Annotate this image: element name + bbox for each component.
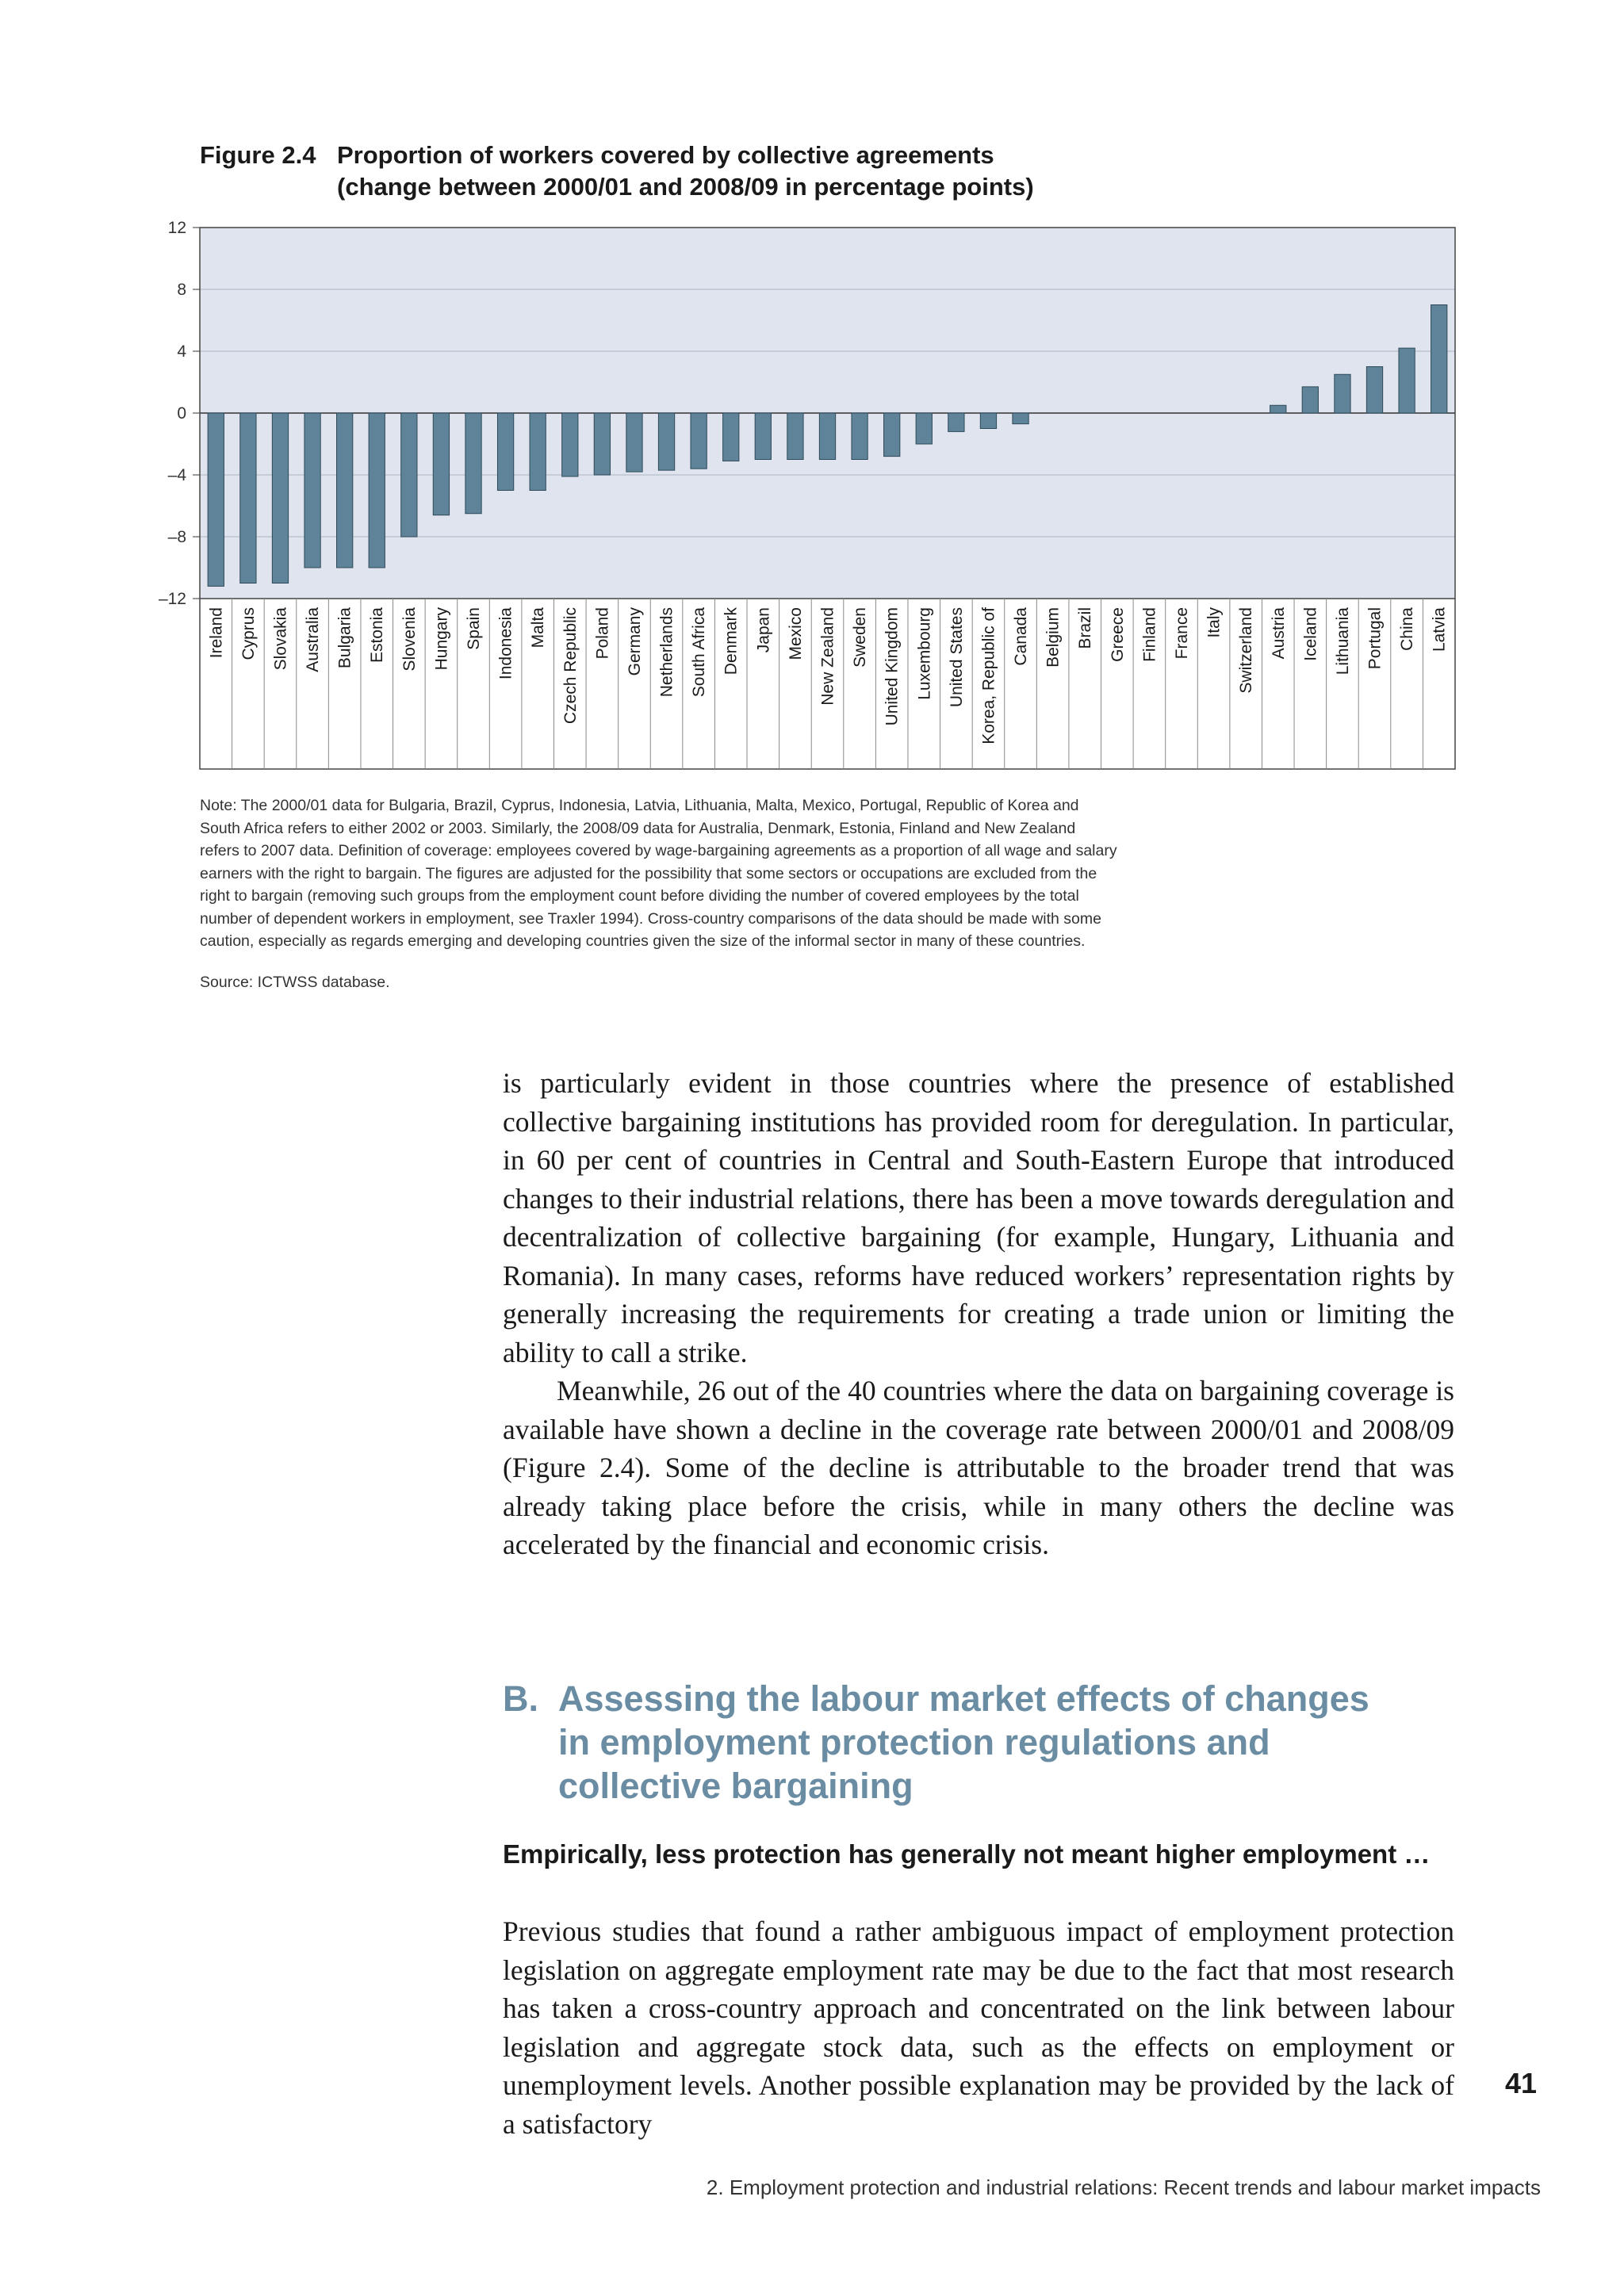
y-tick-label: 0 xyxy=(177,404,186,423)
bar xyxy=(852,413,868,460)
bar-chart xyxy=(0,0,1624,793)
paragraph-text: Meanwhile, 26 out of the 40 countries where the data on bargaining coverage is available have shown a decline in the coverage rate between 2000/01 and 2008/09 (Figure 2.4). Some of the decline is attributable to the broader trend that was already taking place before the crisis, while in many others the decline was accelerated by the financial and economic crisis. xyxy=(503,1375,1454,1560)
y-tick-label: –12 xyxy=(158,590,186,608)
note-line: caution, especially as regards emerging and developing countries given the size of the informal sector in many of these countries. xyxy=(200,932,1086,950)
x-category-label: Hungary xyxy=(432,607,451,671)
note-line: number of dependent workers in employment, see Traxler 1994). Cross-country comparisons of the data should be made with some xyxy=(200,909,1101,928)
x-category-label: Ireland xyxy=(207,607,226,659)
bar xyxy=(497,413,513,491)
bar xyxy=(594,413,610,475)
bar xyxy=(691,413,707,469)
bar xyxy=(530,413,546,491)
x-category-label: Cyprus xyxy=(239,607,258,660)
section-heading xyxy=(503,1677,1375,1808)
bar xyxy=(304,413,320,568)
y-tick-label: 8 xyxy=(177,281,186,299)
x-category-label: Poland xyxy=(593,607,612,660)
bar xyxy=(240,413,256,584)
subheading: Empirically, less protection has generally not meant higher employment … xyxy=(503,1839,1431,1869)
bar xyxy=(819,413,835,460)
section-letter: B. xyxy=(503,1678,538,1719)
x-category-label: Japan xyxy=(754,607,773,653)
bar xyxy=(787,413,803,460)
bar xyxy=(272,413,288,584)
x-category-label: Luxembourg xyxy=(915,607,934,700)
page-number: 41 xyxy=(1505,2067,1538,2099)
x-category-label: Netherlands xyxy=(657,607,676,698)
note-line: right to bargain (removing such groups from the employment count before dividing the number of covered employees by the total xyxy=(200,887,1079,905)
x-category-label: Latvia xyxy=(1430,607,1449,652)
bar xyxy=(916,413,932,444)
figure-title-line1: Proportion of workers covered by collective agreements xyxy=(337,141,994,169)
bar xyxy=(626,413,642,472)
figure-note xyxy=(200,794,1294,953)
x-category-label: United States xyxy=(947,607,966,708)
x-category-label: Lithuania xyxy=(1333,607,1352,675)
section-heading-line2: in employment protection regulations and xyxy=(558,1722,1270,1762)
bar xyxy=(337,413,353,568)
bar xyxy=(755,413,771,460)
paragraph-text: is particularly evident in those countries where the presence of established collective bargaining institutions has provided room for deregulation. In particular, in 60 per cent of countries in Central and South-Eastern Europe that introduced changes to their industrial relations, there has been a move towards deregulation and decentralization of collective bargaining (for example, Hungary, Lithuania and Romania). In many cases, reforms have reduced workers’ representation rights by generally increasing the requirements for creating a trade union or limiting the ability to call a strike. xyxy=(503,1067,1454,1368)
x-category-label: Canada xyxy=(1012,607,1031,666)
bar xyxy=(208,413,224,586)
y-tick-label: –8 xyxy=(167,528,186,546)
y-tick-label: –4 xyxy=(167,466,186,484)
x-category-label: Australia xyxy=(304,607,323,672)
x-category-label: Greece xyxy=(1108,607,1127,662)
bar xyxy=(1335,374,1350,413)
bar xyxy=(1013,413,1028,424)
bar xyxy=(562,413,578,476)
body-paragraph-3 xyxy=(503,1912,1454,2143)
x-category-label: United Kingdom xyxy=(883,607,902,726)
x-category-label: China xyxy=(1398,607,1417,651)
bar xyxy=(465,413,481,514)
x-category-label: Estonia xyxy=(368,607,387,664)
bar xyxy=(1366,367,1382,414)
x-category-label: Indonesia xyxy=(496,607,515,680)
y-tick-label: 4 xyxy=(177,342,186,361)
body-paragraph-1 xyxy=(503,1064,1454,1372)
x-category-label: Germany xyxy=(625,607,644,676)
paragraph-text: Previous studies that found a rather ambiguous impact of employment protection legislation on aggregate employment rate may be due to the fact that most research has taken a cross-country approach and concentrated on the link between labour legislation and aggregate stock data, such as the effects on employment or unemployment levels. Another possible explanation may be provided by the lack of a satisfactory xyxy=(503,1915,1454,2140)
x-category-label: Italy xyxy=(1205,607,1224,638)
note-line: refers to 2007 data. Definition of coverage: employees covered by wage-bargaining agreements as a proportion of all wage and salary xyxy=(200,842,1117,859)
x-category-label: Switzerland xyxy=(1237,607,1256,694)
section-heading-line1: Assessing the labour market effects of changes xyxy=(558,1678,1369,1719)
note-line: earners with the right to bargain. The figures are adjusted for the possibility that some sectors or occupations are excluded from the xyxy=(200,864,1097,882)
x-category-label: Austria xyxy=(1269,607,1288,660)
x-category-label: Iceland xyxy=(1301,607,1320,661)
x-category-label: Finland xyxy=(1140,607,1159,662)
x-category-label: Spain xyxy=(465,607,484,650)
bar xyxy=(658,413,674,470)
x-category-label: Brazil xyxy=(1076,607,1095,649)
x-category-label: South Africa xyxy=(690,607,709,698)
x-category-label: Malta xyxy=(529,607,548,649)
bar xyxy=(1399,348,1415,413)
bar xyxy=(1270,405,1286,413)
bar xyxy=(433,413,449,515)
figure-source: Source: ICTWSS database. xyxy=(200,974,390,991)
note-line: South Africa refers to either 2002 or 2003. Similarly, the 2008/09 data for Australia, Denmark, Estonia, Finland and New Zealand xyxy=(200,819,1076,837)
bar xyxy=(1431,305,1447,414)
x-category-label: Slovenia xyxy=(400,607,419,672)
section-heading-line3: collective bargaining xyxy=(558,1766,914,1806)
bar xyxy=(1302,387,1318,413)
x-category-label: Slovakia xyxy=(271,607,290,671)
body-paragraph-2 xyxy=(503,1372,1454,1564)
x-category-label: Czech Republic xyxy=(561,607,580,725)
x-category-label: Sweden xyxy=(851,607,870,668)
bar xyxy=(369,413,385,568)
x-category-label: Denmark xyxy=(722,607,741,675)
bar xyxy=(884,413,900,457)
figure-title-line2: (change between 2000/01 and 2008/09 in percentage points) xyxy=(337,173,1034,201)
figure-number: Figure 2.4 xyxy=(200,141,316,169)
x-category-label: France xyxy=(1172,607,1191,660)
bar xyxy=(948,413,964,431)
x-category-label: Bulgaria xyxy=(335,607,354,669)
bar xyxy=(723,413,739,461)
x-category-label: Korea, Republic of xyxy=(979,607,998,744)
bar xyxy=(980,413,996,429)
x-category-label: Portugal xyxy=(1365,607,1385,670)
y-tick-label: 12 xyxy=(167,219,186,237)
x-category-label: Belgium xyxy=(1044,607,1063,668)
note-line: Note: The 2000/01 data for Bulgaria, Brazil, Cyprus, Indonesia, Latvia, Lithuania, Malta, Mexico, Portugal, Republic of Korea and xyxy=(200,797,1079,814)
bar xyxy=(401,413,417,537)
x-category-label: New Zealand xyxy=(818,607,837,706)
x-category-label: Mexico xyxy=(786,607,805,660)
running-footer: 2. Employment protection and industrial relations: Recent trends and labour market impacts xyxy=(706,2175,1541,2199)
